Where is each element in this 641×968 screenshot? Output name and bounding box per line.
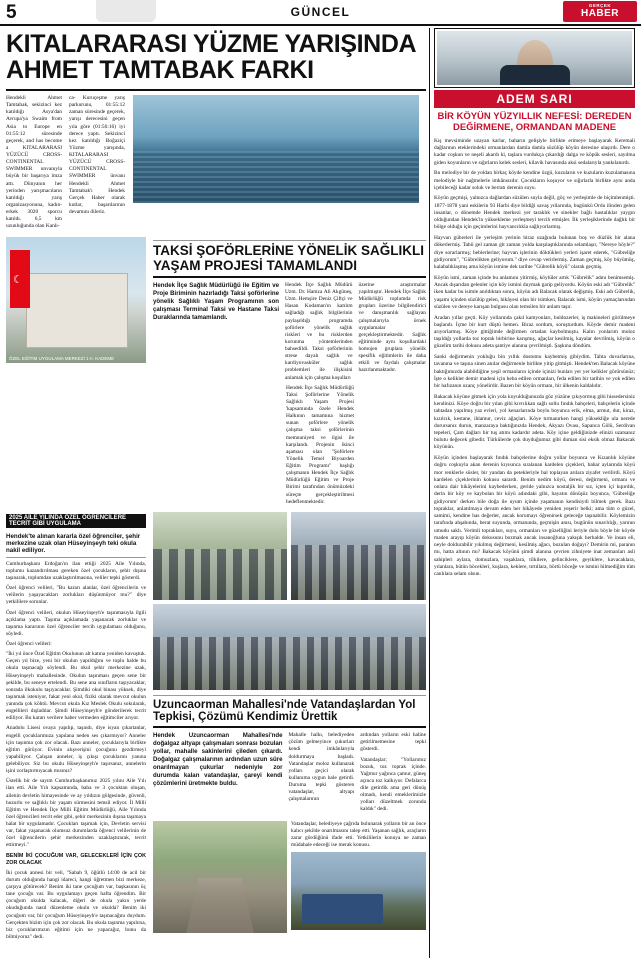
lead-story	[6, 31, 426, 233]
yol-col-3: Vatandaşlar; "Yollarımız bozuk, toz toprak içinde. Yağmur yağınca çamur, güneş açınca toz kalkıyor. Defalarca dile getirdik ama geri dönüş olmadı, kendi emeklerimizle yolları düzeltmek zorunda kaldık" dedi.	[360, 756, 426, 813]
column-body	[434, 138, 635, 578]
teccit-body-col-a	[6, 561, 146, 941]
story-yol	[153, 695, 426, 933]
newspaper-logo	[563, 1, 637, 22]
teccit-p3: Özel öğrenci velileri:	[6, 641, 52, 648]
section-title: GÜNCEL	[290, 5, 351, 19]
logo-top-text: GERÇEK	[588, 3, 612, 9]
health-team-photo-1	[153, 512, 287, 600]
lead-photo-swimmers	[133, 95, 419, 203]
masthead	[0, 0, 641, 26]
teccit-subhead: BENİM İKİ ÇOCUĞUM VAR, GELECEKLERİ İÇİN ÇOK ZOR OLACAK	[6, 852, 146, 866]
teccit-p1: Özel öğrenci velileri, "Bu kararı alanlar, özel öğrencilerin ve velilerin yaşayacakları zorlukları düşünmüyor mu?" diye yetkililere sorunlar.	[6, 585, 146, 606]
taxi-rule-top	[153, 240, 426, 241]
photo-caption: ÖZEL EĞİTİM UYGULAMA MERKEZİ 1-II. KADEME	[9, 356, 115, 362]
story-teccit	[6, 512, 426, 944]
teccit-p8: İki çocuk annesi bir veli, "Sabah 9, öğütlü 14:00 de acil bir durum olduğunda hangi idareci, hangi öğretmen bizi merkeze, çarşıya götürecek? Benim iki tane çocuğum var, başkasının üç tane çocuğu var. Bu uygulamayı geçen hafta öğrendim. Bir çocuğum okulda kalacak, diğeri de okula yakın yerde okuduğunda nasıl düzenleme okulu ve okulda? Benim iki çocuğum var, bir çocuğum Hüseyinşeyh'e taşınacağını duydum. Gerçekten bizim için çok zor olacak. Bu okula taşınma yapılırsa, biz çocuklarımızın eğitimi için ne yapacağız, bunu da bilmiyoruz" dedi.	[6, 869, 146, 940]
column-p4: Köyün ismi, zaman içinde bu anlamını yitirmiş, köylüler artık "Gübrelik" adını benimsemiş. Ancak dışarıdan gelenler için köy ismini duymak garip geliyordu. Köyün eski adı "Gübrelik" iken kadar bu isimle anıldıktan sonra, köyün adı Balacak olarak değişmiş. Eski adı Gübrelik, yaşamı içinden süzülüp gelen, hikâyesi olan bir isimken, Balacak ismi, köyün yamaçlarından süzülen ve dereye karışan bulgusu olan temsilen bir anlam taşır.	[434, 274, 635, 310]
author-box	[434, 28, 635, 88]
lead-col-1: Hendekli Ahmet Tamtabak, sekizinci kez katıldığı Asya'dan Avrupa'ya Swaim from Asia to Europe en 01:55:12 süresinde geçerek, and has become a KITALARARASI YÜZÜCÜ CROSS-CONTINENTAL SWIMMER unvanıyla büyük bir başarıya imza attı. Dünyanın her yerinden yarışmacıların katıldığı yarış organizasyonuna, kadın-erkek 3020 sporcu katıldı. 6,5 km uzunluğunda olan Kanlı-	[6, 95, 62, 230]
turkish-flag	[10, 250, 30, 308]
yol-col-2: ardından yolların eski haline getirilmemesine tepki gösterdi.	[360, 732, 426, 753]
taxi-lead: Hendek İlçe Sağlık Müdürlüğü ile Eğitim ve Proje Biriminin hazırladığı Taksi şoförlerine yönelik Sağlıklı Yaşam Programının son çalışması Terminal Taksi ve Hastane Taksi Duraklarında tamamlandı.	[153, 281, 280, 321]
teccit-p6: Üstelik bir de sayım Cumhurbaşkanımız 2025 yılını Aile Yılı ilan etti. Aile Yılı kapsamında, baba ve 3 çocuktan oluşan, ailenin devletin himayesinde ve ay yıldızın gölgesinde, güvenli, huzurlu ve sağlıklı bir yaşam sürmesini temsil ediyor. İl Milli Eğitim ve Hendek İlçe Milli Eğitim Müdürlüğü, Aile Yılında özel öğrencileri tecrit eder gibi, şehir merkezinin dışına taşımaya halat bir uygulamadır. Çocukları taşımak için, Devletin servisi var, fakat yaşanacak olumsuz durumlarda öğrenci velilerinin de özel öğrencilerin şehir merkezinden uzaklaştırarak, tecrit ettirmeyi."	[6, 778, 146, 849]
teccit-rule	[6, 557, 146, 558]
taxi-col-3: Hendek İlçe Sağlık Müdürlüğü Taksi Şoförlerine Yönelik Sağlıklı Yaşam Projesi 'kapsamında özele Hendek Halkının tamamına hizmet sunan şoförlere yönelik çalışma taksi şoförlerinin memnuniyeti ve ilgisi ile karşılandı. Projenin ikinci aşaması olan "Şoförlere Yönelik Temel Biyoarden Eğitim Programı" başlığı çalışmanın Hendek İlçe Sağlık Müdürlüğü Eğitim ve Proje Birimi tarafından önümüzdeki süreçte gerçekleştirilmesi hedeflenmektedir.	[286, 384, 354, 505]
yol-rule-top	[153, 695, 426, 696]
column-divider	[429, 28, 430, 958]
column-p8: Köyün içinden başlayarak fındık bahçelerine doğru yollar boyunca ve Kızanlık köyüne doğru coşkuyla akan derenin kıyısınca sıralanan kardelen çiçekleri, bahar aylarında köyü mor renklerle süsler, bir yandan da petekleriyle bal toplayan arılara ziyafet verilirdi. Köyü kardelen çiçeklerinin kokusu sarardı. Benim nedim köyü, deresi, değirmeni, ormanı ve onlara dair hikâyelerini kaybederken, geride yalnızca nostaljik bir sız, içten içi kıpırdık, derin bir köy ve kaybolan bir köyü adındaki gibi, hayatın dönüşüz boyunca, 'Gübreliğe gidiyorum' derken bile doğa ile uyum içinde yaşamanın kendisiydi bilmek gerek. Bazı topraklar, anlatılmaya devam eden her hikâyede yeniden yeşerir belki; ama tüm o güzel, samimi, kendine has değerler, ancak korumayı öğrenirsek geleceğe taşınabilir. Köylemizin tarafında ahşabında, berat suyunda, ormanında, geçmişin anısı, bugünün sınavlılığı, yarının umudu saklı. Verimli toprakları, suyu, ormanları ve güzelliğini leriyle dolu böyle bir köyde maden arayıp köyün dokusunu bozmak ancak insanoğluna yakışık herhalde. Ve insan eli, neyle doldurabilir yıkılmış değirmeni, kesilmiş ağacı, bozulan doğayı? Demirin mi, paranın mı, hatta altının mı? Bakacak köyünü şimdi alanına çevrien zihniyete inat zemanları asli sahipleri aylara, domuzlara, vaşaklara, tilkilere, gelinciklere, geyiklere, kavacaklara, yılanlara, bütün böcekleri, kuşlara, keklere, tırtıllara, börtü böceğe ve ismini bilmediğim tüm canlılara selam olsun.	[434, 455, 635, 577]
village-road-photo	[153, 821, 287, 933]
page-number: 5	[6, 1, 17, 23]
logo-main-text: HABER	[580, 7, 620, 19]
teccit-p4: "İki yıl önce Özel Eğitim Okulunun alt katına yeniden kavuştuk. Geçen yıl bize, yeni bir okulun yapıldığını ve toplu halde bu okula taşınacağı söylendi. Bu okul şehir merkezine uzak, Hüseyinşeyh mahallesinde. Okulun taşınması geçen sene bir şekilde, bu seneye ertelendi. Bu sene ana sınıfların taşıyacaklar, sonrada ilkokulu taşıyacaklar. Şimdiki okul binası yüksek, diye taşınmak isteniyor, fakat yeni okul, fiziki olarak mevcut okulun yanında çok köhtü. Mevcut okula Kız Meslek Okulu sokularak, engellileri dışladılar. Şimdi Hüseyinşeyh'e gönderilerek tecrit ediliyor. Bu kararı verilere haber vermeden eğitimciler arıyor.	[6, 651, 146, 722]
column-p0: Kış mevsiminde uzayan karlar, baharın gelişiyle birlikte erimeye başlayarak Keremali dağlarının eteklerindeki ormanlardan damla damla süzülüp köyün deresine ulaşırdı. Dere o kadar coşkun ve neşeli akardı ki, taşlara vurdukça çıkardığı dalga ve köpük sesleri, sayılma giden koyunların ve sığırların kelek sesleri, kilavik havasında aksi sedalarıyla yankılanırdı.	[434, 137, 635, 166]
column-p1: Bu melodiye bir de yoldan birkaç köyde kendine özgü, kuzuların ve kuzuların kuzulamasına melodiyle bir nağmelerle imkânsızdır. Çocukların koşuyor ve sığırlarla birlikte aynı anda içebileceği kadar soluk ve berratı derenin suyu.	[434, 170, 635, 191]
mid-band	[6, 237, 426, 508]
left-content-zone	[6, 28, 426, 944]
teccit-kicker: 2025 AİLE YILINDA ÖZEL ÖĞRENCİLERE TECRİT GİBİ UYGULAMA	[6, 514, 146, 528]
yol-col-1: Mahalle halkı, belediyeden çözüm gelmeyince çukurları kendi imkânlarıyla doldurmaya başladı. Vatandaşlar moloz kullanarak yolları geçici olarak kullanıma uygun hale getirdi. Duruma tepki gösteren vatandaşlar, altyapı çalışmalarının	[288, 732, 355, 803]
lead-col-2: ca- Kuruçeşme yarış parkurunu, 01:55:12 zaman süresinde geçerek, yarışı derecesini geçen yıla göre (01:56:16) iyi derece yaptı. Sekizinci kez katıldığı Boğaziçi Yüzme yarışında, KITALARARASI YÜZÜCÜ CROSS-CONTINENTAL SWIMMER ünvanı Hendekli Ahmet Tamtabak'ı Hendek Gerçek Haber olarak kutlar, başarılarının devamını dileriz.	[69, 95, 125, 215]
yol-rule	[153, 726, 426, 728]
health-team-photo-3	[153, 604, 426, 690]
column-title: BİR KÖYÜN YÜZYILLIK NEFESİ: DEREDEN DEĞİRMENE, ORMANDAN MADENE	[437, 111, 632, 133]
column-p3: Hayvan gübreleri ile yerleşim yerinin biraz uzağında bulunan boş ve düzlük bir alana dökerlermiş. Tabii gel zaman git zaman yolda karşılaştıklarında selamlaşır, "Nereye böyle?" diye sorarlarmış; beblerlerine; hayvan işlerinin döktükleri yerleri işaret ederek, "Gübreliğe gidiyorum", "Gübrelikten geliyorum." diye cevap verirlermiş. Zaman geçmiş, köy büyümüş, kalabalıklaşmış ama köyün ismine dek tarihte "Gübrelik köyü" olarak geçmiş.	[434, 235, 635, 271]
lead-rule	[6, 89, 426, 91]
health-team-photo-2	[291, 512, 426, 600]
columnist-zone	[434, 28, 635, 582]
teccit-headline: Hendek'te alınan kararla özel öğrenciler, şehir merkezine uzak olan Hüseyinşeyh teki okula nakil ediliyor.	[6, 532, 141, 554]
column-p7: Bakacak köyüne gitmek için yola koyulduğunuzda göz yüzüne çıkıyormuş gibi hissedersiniz kendinizi. Köye doğru bir yılan gibi kıvrılıkan sağlı sollu fındık bahçeleri, bahçelerin içinde tahtadan yapılmış yaz evleri, yol kenarlarında boylu boyunca erik, elma, armut, dut, kiraz, kızılcık, kestane, ihlamur, ceviz ağaçları. Köye tırmanırken hangi yüksekliğe ula nerede durursanız durun, manzaraya baktığınızda Hendek, Akyazı Ovası, Sapanca Gölü, Serdivan tepeleri, Çam dağları bir tuş atımı kadardır adeta. Köy içine geldiğinizde elinizi uzatsanız bulutu değecek gibedir. Türkülerde çok duyduğumuz gibi duman sisi eksik olmaz Bakacak köyünün.	[434, 393, 635, 451]
author-portrait	[437, 31, 632, 85]
taxi-col-2: üzerine araştırmalar yapılmıştır. Hendek İlçe Sağlık Müdürlüğü toplumda risk grupları üzerine bilgilendirici ve danışmanlık sağlayan çalışmalarıyla örnek uygulamalar gerçekleştirmektedir. Sağlık eğitiminde aynı koşullardaki homojen gruplara yönelik spesifik eğitimlerin ile daha etkili ve faydalı çalışmalar hazırlanmaktadır.	[358, 281, 426, 374]
teccit-p2: Özel öğrenci velileri, okulun Hüseyinşeyh'e taşınmasıyla ilgili açıklama yaptı. Taşıma açıklamada yaşanacak zorluklar ve taşınma kararının özel öğrenciler tercih uygulaması olduğunu, söyledi.	[6, 609, 146, 637]
yol-headline: Uzuncaorman Mahallesi'nde Vatandaşlardan Yol Tepkisi, Çözümü Kendimiz Ürettik	[153, 698, 416, 724]
teccit-p0: Cumhurbaşkanı Erdoğan'ın ilan ettiği 2025 Aile Yılında, toplumu kazandırılması gereken özel çocukların, şehir dışına taşınarak, toplumdan uzaklaştırılmasına, veliler tepki gösterdi.	[6, 560, 146, 582]
story-taxi	[153, 237, 426, 508]
teccit-p5: Anadolu Lisesi ovaya yapılıp, taşındı, diye isyan çıkartanlar, engelli çocuklarımıza yapılana neden ses çıkarmıyor? Anneler için taşınma çok zor olacak. Bazı anneler, çocuklarıyla birlikte eğitim görüyor. Evinin alışverişini çocuğunu gezdirmeyi yapabiliyor. Çalışan anneler, iş çıkışı çocuklarını yanına gelebiliyor. Siz bu okulu Hüseyinşeyh'e taşırsanız, annelerin işini zorlaştırmıyacak mısınız?	[6, 725, 146, 775]
special-school-photo	[6, 237, 146, 363]
column-p2: Köyün geçmişi, yalnızca dağlardan süzülen suyla değil, göç ve yerleşimle de biçimlenmişti. 1877-1878 yani eskilerin 93 Harbi diye bildiği savaş yıllarında, bugünkü Ordu ilinden gelen insanlar, o dönemde Hendek merkezi yer taraklık ve sinekler bağlı hastalıklar yaygın olduğundan Hendek'in yüksekleme yerleşmeyi tercih etmişler. İlk yerleşiklerinde dağlık bir bölge olduğu için geçimlerini hayvancılıkla sağlıyorlarmış.	[434, 195, 635, 231]
village-truck-photo	[291, 852, 426, 930]
author-name: ADEM SARI	[434, 90, 635, 108]
column-p6: Sanki değirmenin yokluğu bin yıllık dostumu kaybetmiş gibiydim. Tahta duvarlarına, tavanına ve taşına sinen anılar değirmenle birlikte yitip gitmişti. Hendek'ten Balacak köyüne baktığımızda alabildiğine yeşil ormanların içinde içinizi bunları yer yer kelikler görürsünüz; İşte o kelikler demir madeni için heba edilen ormanları, feda edilen bir tarihin ve yok edilen bir hafızanın uzanç yönelirdir. Bazen bir köyün ormanı, bir ülkenin kaldalıdır.	[434, 354, 635, 390]
yol-col-4: Vatandaşlar, belediyeye çağrıda bulunarak yolların bir an önce kalıcı şekilde onarılmasını talep etti. Yaşanan sağlık, araçların zarar gördüğünü ifade etti. Yetkililerin konuya ne zaman müdahale edeceği ise merak konusu.	[291, 820, 426, 848]
taxi-headline: TAKSİ ŞOFÖRLERİNE YÖNELİK SAĞLIKLI YAŞAM PROJESİ TAMAMLANDI	[153, 243, 425, 273]
column-p5: Aradan yıllar geçti. Köy yollarında çakıl kamyonları, buldozerler, iş makineleri görülmeye başlandı. İçme bir kurt düştü hemen. Biraz sordum, soruşturdum. Köyde demir madeni arıyorlarmış. Köye gittiğimde değirmen ortadan kaybolmuştu. Kalın yonlarım moloz taşıldığı yollarda toz toprak birbirine karışmış, ağaçlar kesilmiş, kayalar devrilmiş, köyün o güzelim tarihi dokusu adeta şantiye alanına çevrilmişti. Şaşkına döndüm.	[434, 314, 635, 350]
yol-lead: Hendek Uzuncaorman Mahallesi'nde doğalgaz altyapı çalışmaları sonrası bozulan yollar, mahalle sakinlerini çileden çıkardı. Doğalgaz çalışmalarının ardından uzun süre onarılmayan çukurlar nedeniyle zor durumda kalan vatandaşlar, çareyi kendi çözümlerini üretmekte buldu.	[153, 732, 283, 787]
lead-headline: KITALARARASI YÜZME YARIŞINDA AHMET TAMTABAK FARKI	[6, 30, 416, 84]
page-body	[0, 28, 641, 968]
taxi-rule	[153, 276, 426, 278]
teccit-right-band	[153, 512, 426, 944]
taxi-col-1: Hendek İlçe Sağlık Müdürü Uzm. Dr. Hamza Ali Akgüneş, Uzm. Hemşire Deniz Çiftçi ve Hasan Kodaman'ın katılım sağladığı sağlık bilgilerinin paylaşıldığı programda şoförlere yönelik sağlık riskleri ve bu risklerden korunma yöntemlerinden bahsedildi. Taksi şoförlerinin strese dayalı sağlık ve kardiyovasküler sağlık problemleri ile ilişkisini anlamak için çalışma koşulları	[285, 281, 353, 381]
